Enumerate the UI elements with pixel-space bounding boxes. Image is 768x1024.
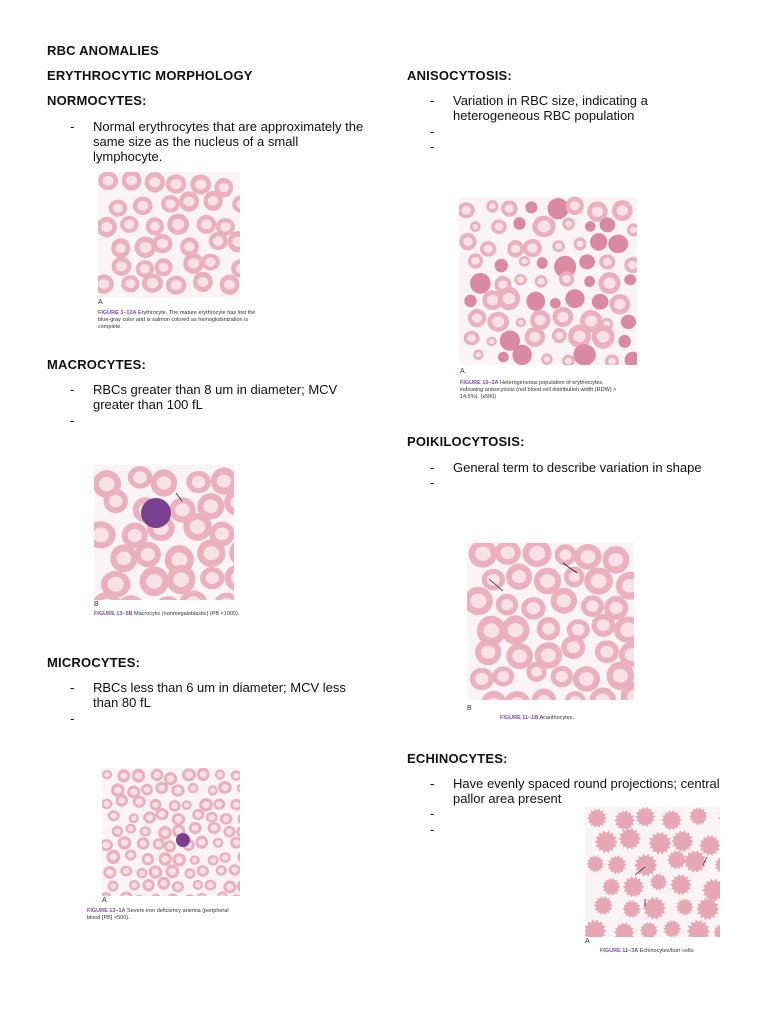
blood-cell	[129, 813, 139, 823]
blood-cell	[624, 274, 636, 285]
blood-cell	[223, 881, 236, 894]
blood-cell	[208, 785, 218, 795]
blood-cell	[154, 258, 172, 276]
blood-cell	[137, 837, 150, 849]
blood-cell	[595, 640, 619, 663]
blood-cell	[525, 201, 537, 213]
blood-cell	[183, 513, 211, 541]
blood-cell	[599, 254, 615, 269]
blood-cell	[564, 566, 584, 587]
blood-cell	[190, 855, 200, 865]
blood-cell	[208, 855, 219, 865]
blood-cell	[473, 350, 483, 361]
blood-cell	[166, 276, 186, 295]
blood-cell	[519, 256, 530, 266]
blood-cell	[197, 865, 209, 877]
blood-cell	[182, 768, 196, 781]
blood-cell	[201, 254, 220, 271]
blood-cell	[188, 783, 199, 793]
blood-cell	[592, 614, 616, 637]
blood-cell	[584, 568, 613, 595]
blood-cell	[193, 272, 213, 292]
blood-cell	[206, 812, 218, 823]
blood-cell	[609, 294, 630, 314]
blood-cell	[141, 784, 153, 796]
blood-cell	[184, 868, 195, 879]
blood-cell	[135, 542, 161, 568]
blood-cell	[155, 782, 168, 794]
blood-cell	[526, 292, 545, 311]
lymphocyte-nucleus	[141, 498, 171, 528]
blood-cell	[192, 809, 204, 820]
figure-microcytes-image	[102, 768, 240, 896]
blood-cell	[137, 868, 148, 879]
blood-cell	[203, 191, 222, 211]
figure-microcytes-letter: A	[102, 897, 107, 904]
heading-microcytes: MICROCYTES:	[47, 655, 141, 670]
page-subtitle: ERYTHROCYTIC MORPHOLOGY	[47, 68, 253, 83]
blood-cell	[103, 866, 116, 879]
blood-cell	[117, 769, 130, 782]
heading-anisocytosis: ANISOCYTOSIS:	[407, 68, 512, 83]
figure-anisocytosis-letter: A	[460, 368, 465, 375]
blood-cell	[118, 836, 132, 849]
blood-cell	[204, 880, 216, 891]
blood-cell	[133, 796, 146, 808]
blood-cell	[501, 615, 529, 644]
blood-cell	[513, 217, 525, 230]
blood-cell	[498, 287, 520, 310]
figure-poikilocytosis-letter: B	[467, 705, 472, 712]
blood-cell	[132, 769, 145, 783]
blood-cell	[530, 310, 550, 330]
blood-cell	[190, 174, 211, 194]
blood-cell	[215, 769, 225, 779]
blood-cell	[526, 662, 546, 682]
blood-cell	[612, 200, 633, 221]
blood-cell	[146, 217, 164, 235]
blood-cell	[220, 274, 240, 295]
blood-cell	[182, 800, 192, 810]
blood-cell	[585, 221, 596, 232]
blood-cell	[574, 544, 601, 570]
blood-cell	[507, 240, 524, 258]
blood-cell	[145, 172, 165, 193]
blood-cell	[552, 307, 573, 327]
blood-cell	[562, 217, 575, 230]
blood-cell	[200, 567, 224, 589]
blood-cell	[459, 233, 476, 250]
figure-normocytes-caption: FIGURE 3–12A Erythrocyte. The mature erythrocyte has lost the blue-gray color and is salmon colored as hemoglobinization is complete.	[98, 310, 256, 330]
blood-cell	[561, 636, 585, 660]
blood-cell	[149, 865, 163, 878]
blood-cell	[140, 566, 169, 596]
blood-cell	[537, 257, 548, 269]
blood-cell	[618, 335, 631, 348]
blood-cell	[125, 850, 136, 861]
blood-cell	[128, 466, 153, 488]
blood-cell	[512, 345, 531, 365]
blood-cell	[106, 850, 120, 864]
blood-cell	[171, 784, 185, 796]
blood-cell	[573, 666, 600, 691]
blood-cell	[487, 337, 497, 347]
blood-cell	[169, 800, 181, 811]
blood-cell	[590, 233, 607, 251]
figure-echinocytes-image	[585, 807, 720, 937]
figure-poikilocytosis-image	[467, 543, 634, 700]
blood-cell	[621, 315, 636, 329]
blood-cell	[172, 853, 186, 866]
blood-cell	[158, 826, 171, 840]
blood-cell	[551, 588, 577, 614]
blood-cell	[219, 852, 230, 862]
blood-cell	[166, 174, 187, 193]
blood-cell	[133, 197, 153, 216]
figure-normocytes-letter: A	[98, 299, 103, 306]
blood-cell	[559, 271, 574, 286]
blood-cell	[126, 824, 137, 834]
blood-cell	[213, 838, 224, 848]
blood-cell	[209, 232, 228, 250]
blood-cell	[516, 318, 526, 328]
figure-macrocytes-caption: FIGURE 13–5B Macrocytic (nonmegaloblastic) (PB ×1000).	[94, 611, 240, 617]
blood-cell	[157, 877, 170, 890]
blood-cell	[112, 257, 132, 276]
blood-cell	[108, 810, 120, 821]
blood-cell	[573, 344, 595, 365]
blood-cell	[552, 240, 565, 252]
blood-cell	[608, 235, 628, 253]
blood-cell	[548, 198, 569, 219]
blood-cell	[143, 879, 155, 891]
blood-cell	[470, 273, 491, 294]
blood-cell	[486, 200, 498, 213]
figure-poikilocytosis-caption: FIGURE 11–1B Acanthocytes.	[500, 715, 574, 721]
blood-cell	[197, 768, 210, 781]
blood-cell	[592, 325, 615, 349]
blood-cell	[166, 864, 180, 878]
blood-cell	[574, 237, 587, 250]
blood-cell	[199, 798, 213, 812]
page-title: RBC ANOMALIES	[47, 43, 159, 58]
blood-cell	[213, 798, 225, 809]
blood-cell	[172, 813, 186, 825]
figure-normocytes-image	[98, 172, 240, 298]
blood-cell	[592, 294, 609, 310]
figure-anisocytosis-image	[459, 197, 637, 365]
blood-cell	[514, 274, 527, 286]
blood-cell	[521, 597, 546, 620]
blood-cell	[525, 327, 545, 347]
blood-cell	[120, 866, 132, 877]
blood-cell	[143, 811, 156, 823]
blood-cell	[152, 234, 172, 253]
blood-cell	[108, 880, 119, 891]
blood-cell	[555, 544, 577, 565]
blood-cell	[550, 298, 561, 309]
blood-cell	[172, 881, 184, 892]
blood-cell	[470, 221, 481, 232]
blood-cell	[142, 853, 154, 865]
blood-cell	[129, 880, 140, 890]
lymphocyte-nucleus	[176, 833, 190, 847]
blood-cell	[116, 794, 128, 807]
blood-cell	[218, 781, 232, 794]
figure-echinocytes-letter: A	[585, 938, 590, 945]
blood-cell	[186, 471, 211, 493]
blood-cell	[551, 666, 573, 688]
heading-macrocytes: MACROCYTES:	[47, 357, 146, 372]
heading-poikilocytosis: POIKILOCYTOSIS:	[407, 434, 525, 449]
blood-cell	[102, 770, 112, 780]
blood-cell	[523, 239, 542, 257]
blood-cell	[537, 617, 560, 641]
bullet-dash: -	[70, 119, 75, 134]
figure-macrocytes-image	[94, 465, 234, 600]
figure-microcytes-caption: FIGURE 13–1A Severe iron deficiency anemia (peripheral blood [PB] ×500).	[87, 908, 229, 921]
blood-cell	[468, 253, 483, 268]
blood-cell	[197, 539, 225, 567]
blood-cell	[223, 826, 235, 838]
blood-cell	[501, 200, 517, 216]
blood-cell	[475, 639, 501, 665]
blood-cell	[579, 254, 595, 269]
blood-cell	[495, 259, 508, 273]
blood-cell	[183, 253, 204, 274]
blood-cell	[189, 822, 202, 835]
blood-cell	[552, 328, 567, 343]
blood-cell	[193, 880, 204, 890]
blood-cell	[208, 822, 221, 834]
blood-cell	[464, 331, 480, 345]
blood-cell	[498, 352, 509, 363]
blood-cell	[492, 666, 514, 686]
blood-cell	[110, 544, 137, 572]
blood-cell	[153, 838, 165, 850]
blood-cell	[600, 218, 616, 233]
blood-cell	[111, 238, 130, 258]
blood-cell	[120, 216, 139, 233]
blood-cell	[581, 595, 604, 617]
blood-cell	[140, 826, 151, 836]
blood-cell	[566, 197, 584, 215]
figure-echinocytes-caption: FIGURE 11–3A Echinocytes/burr cells.	[600, 948, 695, 954]
blood-cell	[220, 813, 233, 825]
blood-cell	[109, 200, 127, 217]
blood-cell	[167, 214, 189, 235]
blood-cell	[195, 836, 208, 849]
blood-cell	[464, 295, 476, 308]
heading-normocytes: NORMOCYTES:	[47, 93, 147, 108]
blood-cell	[487, 312, 509, 332]
blood-cell	[112, 826, 123, 837]
blood-cell	[98, 172, 118, 190]
blood-cell	[602, 546, 629, 574]
blood-cell	[161, 195, 180, 212]
blood-cell	[535, 275, 548, 288]
blood-cell	[468, 309, 486, 327]
blood-cell	[151, 769, 164, 781]
blood-cell	[216, 865, 227, 876]
blood-cell	[142, 274, 163, 293]
figure-anisocytosis-caption: FIGURE 10–2A Heterogeneous population of erythrocytes, indicating anisocytosis (red blood cell distribution width (RDW) > 14.5%). (x500)	[460, 380, 617, 400]
blood-cell	[167, 565, 196, 594]
blood-cell	[496, 594, 518, 616]
blood-cell	[491, 219, 507, 234]
blood-cell	[532, 216, 555, 237]
blood-cell	[121, 275, 139, 292]
figure-macrocytes-letter: B	[94, 601, 99, 608]
blood-cell	[155, 808, 168, 820]
blood-cell	[151, 469, 177, 496]
blood-cell	[179, 191, 199, 212]
heading-echinocytes: ECHINOCYTES:	[407, 751, 508, 766]
blood-cell	[541, 353, 553, 365]
blood-cell	[506, 564, 532, 590]
blood-cell	[470, 668, 494, 690]
blood-cell	[104, 489, 129, 513]
blood-cell	[197, 215, 217, 234]
blood-cell	[482, 569, 505, 591]
blood-cell	[480, 241, 496, 256]
blood-cell	[599, 272, 621, 294]
blood-cell	[158, 852, 172, 865]
blood-cell	[565, 289, 584, 308]
blood-cell	[584, 276, 595, 287]
blood-cell	[164, 840, 176, 852]
